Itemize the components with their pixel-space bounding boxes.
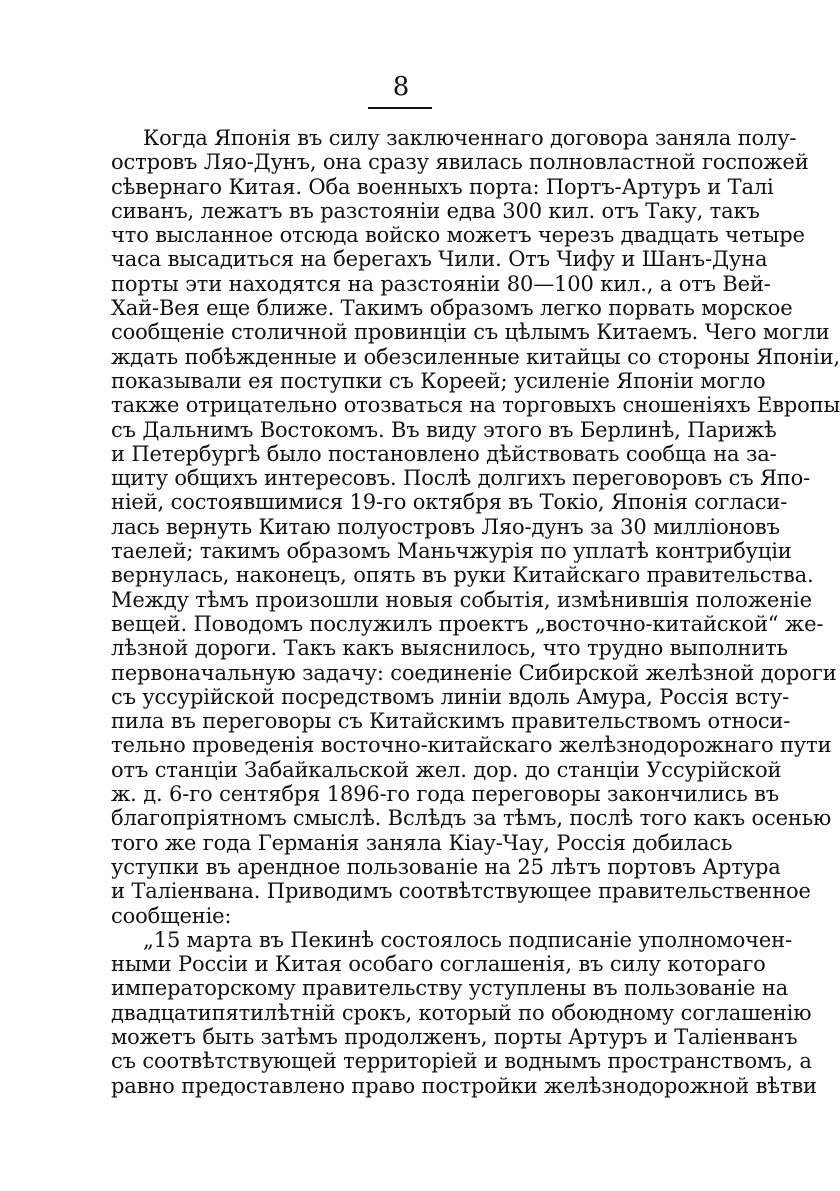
- text-line: сообщеніе:: [111, 903, 232, 928]
- text-line: съ уссурійской посредствомъ линіи вдоль Амура, Россія всту-: [111, 684, 790, 709]
- text-line: съ Дальнимъ Востокомъ. Въ виду этого въ Берлинѣ, Парижѣ: [111, 417, 777, 442]
- text-line: можетъ быть затѣмъ продолженъ, порты Артуръ и Таліенванъ: [111, 1024, 798, 1049]
- text-line: часа высадиться на берегахъ Чили. Отъ Чифу и Шанъ-Дуна: [111, 247, 768, 272]
- text-line: островъ Ляо-Дунъ, она сразу явилась полновластной госпожей: [111, 150, 809, 175]
- text-line: щиту общихъ интересовъ. Послѣ долгихъ переговоровъ съ Япо-: [111, 466, 811, 491]
- text-line: что высланное отсюда войско можетъ черезъ двадцать четыре: [111, 223, 805, 248]
- text-line: вернулась, наконецъ, опять въ руки Китайскаго правительства.: [111, 563, 814, 588]
- text-line: ными Россіи и Китая особаго соглашенія, въ силу котораго: [111, 952, 766, 977]
- text-line: двадцатипятилѣтній срокъ, который по обоюдному соглашенію: [111, 1000, 812, 1025]
- text-line: Хай-Вея еще ближе. Такимъ образомъ легко порвать морское: [111, 296, 793, 321]
- text-line: лась вернуть Китаю полуостровъ Ляо-дунъ за 30 милліоновъ: [111, 514, 780, 539]
- text-line: сѣвернаго Китая. Оба военныхъ порта: Портъ-Артуръ и Талі: [111, 174, 774, 199]
- text-line: ж. д. 6-го сентября 1896-го года переговоры закончились въ: [111, 782, 779, 807]
- text-line: „15 марта въ Пекинѣ состоялось подписаніе уполномочен-: [143, 927, 792, 952]
- body-text: [111, 126, 840, 1098]
- text-line: уступки въ арендное пользованіе на 25 лѣтъ портовъ Артура: [111, 854, 781, 879]
- text-line: ждать побѣжденные и обезсиленные китайцы со стороны Японіи,: [111, 344, 840, 369]
- text-line: лѣзной дороги. Такъ какъ выяснилось, что трудно выполнить: [111, 636, 788, 661]
- text-line: Между тѣмъ произошли новыя событія, измѣнившія положеніе: [111, 587, 812, 612]
- text-line: съ соотвѣтствующей территоріей и воднымъ пространствомъ, а: [111, 1049, 812, 1074]
- text-line: также отрицательно отозваться на торговыхъ сношеніяхъ Европы: [111, 393, 840, 418]
- paragraph-2: [111, 927, 817, 1098]
- text-line: порты эти находятся на разстояніи 80—100 кил., а отъ Вей-: [111, 271, 771, 296]
- text-line: равно предоставлено право постройки желѣзнодорожной вѣтви: [111, 1073, 817, 1098]
- text-line: тельно проведенія восточно-китайскаго желѣзнодорожнаго пути: [111, 733, 832, 758]
- paragraph-1: [111, 126, 840, 928]
- text-line: и Таліенвана. Приводимъ соотвѣтствующее правительственное: [111, 879, 811, 904]
- text-line: первоначальную задачу: соединеніе Сибирской желѣзной дороги: [111, 660, 837, 685]
- text-line: пила въ переговоры съ Китайскимъ правительствомъ относи-: [111, 709, 791, 734]
- text-line: и Петербургѣ было постановлено дѣйствовать сообща на за-: [111, 441, 777, 466]
- text-line: вещей. Поводомъ послужилъ проектъ „восточно-китайской“ же-: [111, 611, 824, 636]
- text-line: императорскому правительству уступлены въ пользованіе на: [111, 976, 789, 1001]
- text-line: ніей, состоявшимися 19-го октября въ Токіо, Японія согласи-: [111, 490, 788, 515]
- page-number-rule: [368, 107, 432, 109]
- text-line: таелей; такимъ образомъ Маньчжурія по уплатѣ контрибуціи: [111, 539, 792, 564]
- page-number: 8: [392, 72, 410, 102]
- text-line: благопріятномъ смыслѣ. Вслѣдъ за тѣмъ, послѣ того какъ осенью: [111, 806, 832, 831]
- text-line: сиванъ, лежатъ въ разстояніи едва 300 кил. отъ Таку, такъ: [111, 198, 760, 223]
- text-line: показывали ея поступки съ Кореей; усиленіе Японіи могло: [111, 368, 766, 393]
- text-line: отъ станціи Забайкальской жел. дор. до станціи Уссурійской: [111, 757, 782, 782]
- text-line: Когда Японія въ силу заключеннаго договора заняла полу-: [143, 126, 797, 150]
- text-line: того же года Германія заняла Кіау-Чау, Россія добилась: [111, 830, 733, 855]
- text-line: сообщеніе столичной провинціи съ цѣлымъ Китаемъ. Чего могли: [111, 320, 830, 345]
